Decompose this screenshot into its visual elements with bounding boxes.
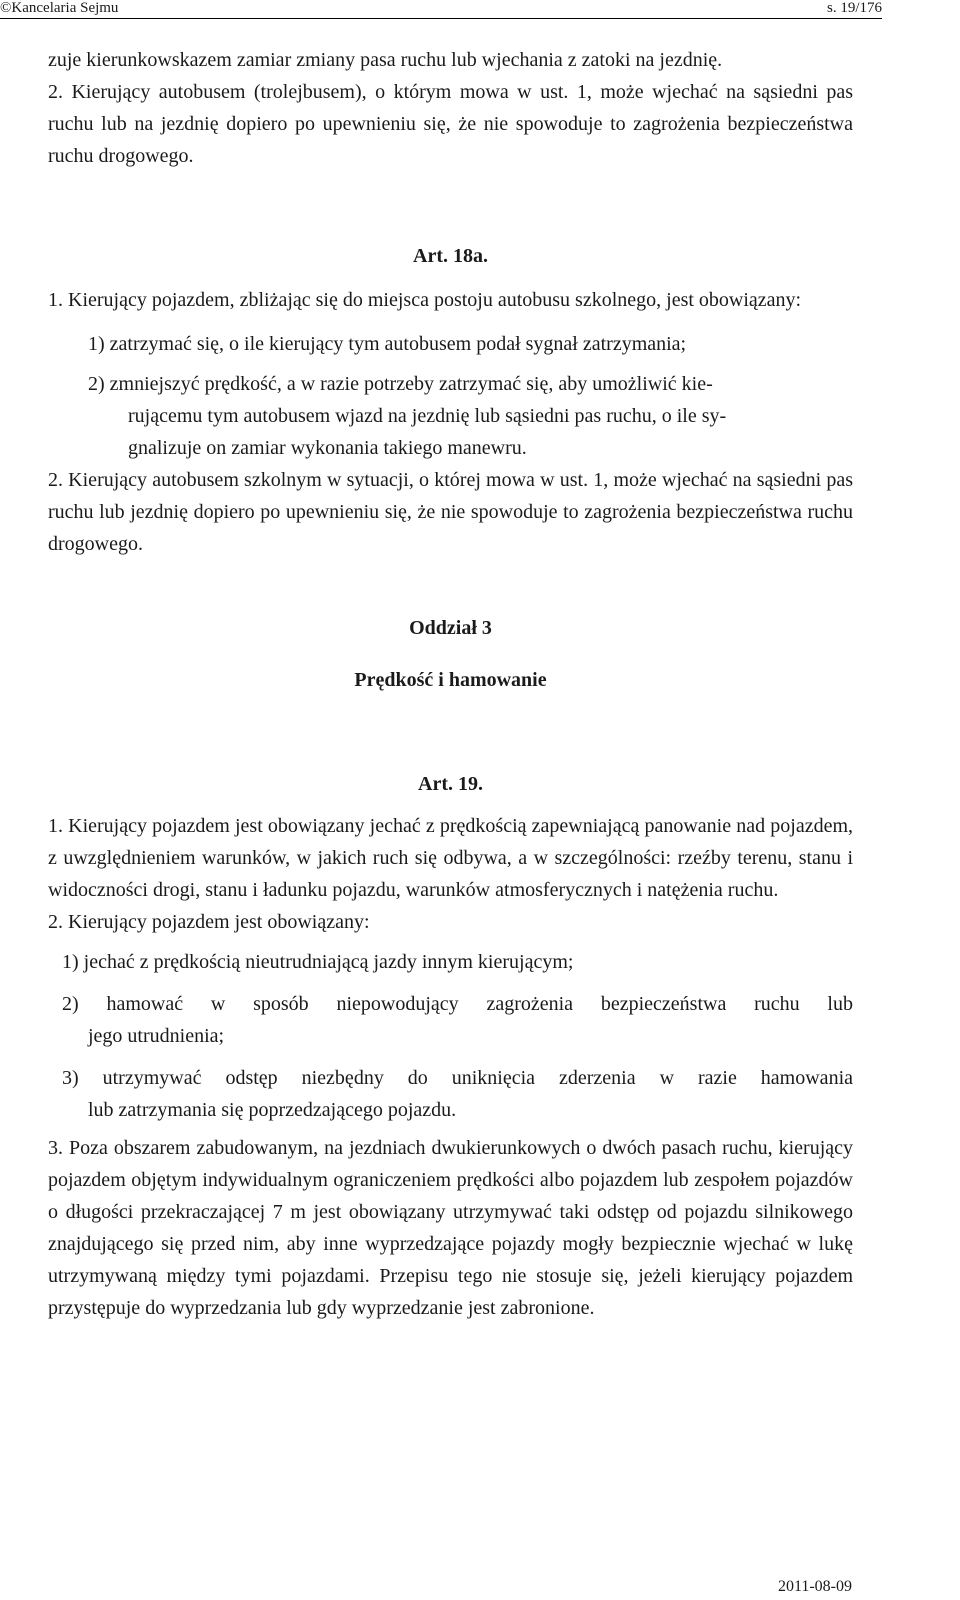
art19-point-3-line-2: lub zatrzymania się poprzedzającego pojazdu.: [88, 1099, 457, 1121]
art18a-point-1: 1) zatrzymać się, o ile kierujący tym autobusem podał sygnał zatrzymania;: [88, 333, 687, 355]
page-number: s. 19/176: [826, 0, 882, 16]
publisher-label: ©Kancelaria Sejmu: [0, 0, 119, 16]
document-date: 2011-08-09: [777, 1578, 852, 1595]
art19-ust-3: 3. Poza obszarem zabudowanym, na jezdniach dwukierunkowych o dwóch pasach ruchu, kierujący pojazdem objętym indywidualnym ograniczeniem prędkości albo pojazdem lub zespołem pojazdów o długości przekraczającej 7 m jest obowiązany utrzymywać taki odstęp od pojazdu silnikowego znajdującego się przed nim, aby inne wyprzedzające pojazdy mogły bezpiecznie wjechać w lukę utrzymywaną między tymi pojazdami. Przepisu tego nie stosuje się, jeżeli kierujący pojazdem przystępuje do wyprzedzania lub gdy wyprzedzanie jest zabronione.: [48, 1137, 853, 1319]
article-18a-title: Art. 18a.: [413, 245, 488, 267]
art19-point-2-line-2: jego utrudnienia;: [88, 1025, 225, 1047]
document-body: [48, 44, 853, 1324]
header-rule: [0, 18, 882, 19]
art18a-ust-2: 2. Kierujący autobusem szkolnym w sytuacji, o której mowa w ust. 1, może wjechać na sąsiedni pas ruchu lub jezdnię dopiero po upewnieniu się, że nie spowoduje to zagrożenia bezpieczeństwa ruchu drogowego.: [48, 469, 853, 555]
section-subtitle: Prędkość i hamowanie: [354, 669, 547, 691]
paragraph-ust-2: 2. Kierujący autobusem (trolejbusem), o którym mowa w ust. 1, może wjechać na sąsiedni pas ruchu lub na jezdnię dopiero po upewnieniu się, że nie spowoduje to zagrożenia bezpieczeństwa ruchu drogowego.: [48, 81, 853, 167]
art19-ust-2: 2. Kierujący pojazdem jest obowiązany:: [48, 911, 370, 933]
art19-point-3-line-1: 3) utrzymywać odstęp niezbędny do uniknięcia zderzenia w razie hamowania: [62, 1067, 853, 1089]
art19-point-1: 1) jechać z prędkością nieutrudniającą jazdy innym kierującym;: [62, 951, 574, 973]
art19-point-2-line-1: 2) hamować w sposób niepowodujący zagrożenia bezpieczeństwa ruchu lub: [62, 993, 853, 1015]
art18a-point-2-line-1: 2) zmniejszyć prędkość, a w razie potrzeby zatrzymać się, aby umożliwić kie-: [88, 373, 713, 395]
art18a-point-2-line-3: gnalizuje on zamiar wykonania takiego manewru.: [128, 437, 527, 459]
page-header: [0, 0, 960, 22]
article-19-title: Art. 19.: [418, 773, 483, 795]
art18a-point-2-line-2: rującemu tym autobusem wjazd na jezdnię lub sąsiedni pas ruchu, o ile sy-: [128, 405, 727, 427]
section-title: Oddział 3: [409, 617, 492, 639]
art19-ust-1: 1. Kierujący pojazdem jest obowiązany jechać z prędkością zapewniającą panowanie nad pojazdem, z uwzględnieniem warunków, w jakich ruch się odbywa, a w szczególności: rzeźby terenu, stanu i widoczności drogi, stanu i ładunku pojazdu, warunków atmosferycznych i natężenia ruchu.: [48, 815, 853, 901]
art18a-ust-1: 1. Kierujący pojazdem, zbliżając się do miejsca postoju autobusu szkolnego, jest obowiązany:: [48, 289, 802, 311]
paragraph-continuation: zuje kierunkowskazem zamiar zmiany pasa ruchu lub wjechania z zatoki na jezdnię.: [48, 49, 723, 71]
